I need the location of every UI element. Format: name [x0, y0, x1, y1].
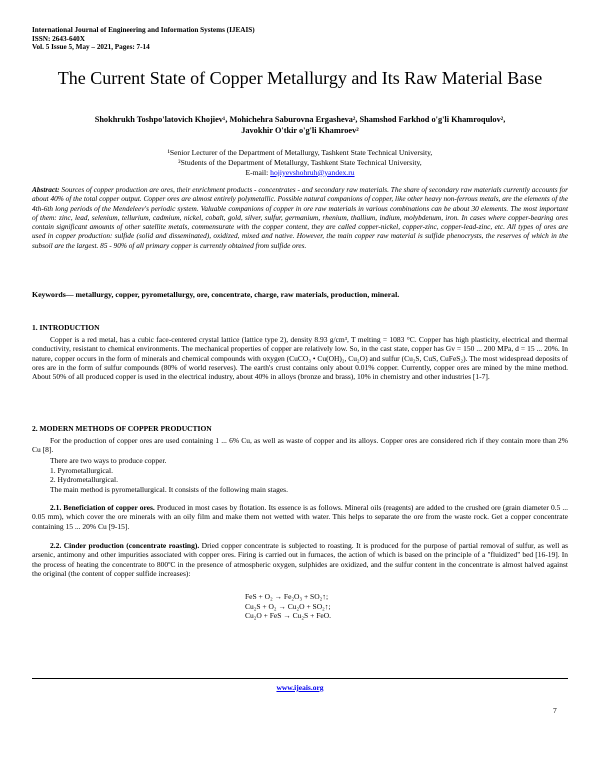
- ways-list: [50, 456, 288, 494]
- abstract-label: Abstract:: [32, 185, 60, 194]
- cinder-text: Dried copper concentrate is subjected to roasting. It is produced for the purpose of partial removal of sulfur, as well as arsenic, antimony and other impurities associated with copper ores. Firing is carried out in furnaces, the action of which is based on the principle of a "fluidized" bed [16-19]. In the process of heating the concentrate to 800ºC in the presence of atmospheric oxygen, sulphides are oxidized, and the sulfur content in the concentrate is almost halved against the original (the content of copper sulfide increases):: [32, 541, 568, 579]
- footer-divider: [32, 678, 568, 679]
- email-line: [40, 168, 560, 178]
- equation: FeS + O₂ → Fe₂O₃ + SO₂↑;: [245, 592, 329, 601]
- journal-volume: Vol. 5 Issue 5, May – 2021, Pages: 7-14: [32, 43, 150, 52]
- beneficiation-paragraph: [32, 503, 568, 531]
- equation: Cu₂O + FeS → Cu₂S + FeO.: [245, 611, 331, 620]
- section-heading-methods: 2. MODERN METHODS OF COPPER PRODUCTION: [32, 424, 212, 433]
- page-number: 7: [553, 706, 557, 715]
- introduction-text: Copper is a red metal, has a cubic face-centered crystal lattice (lattice type 2), density 8.93 g/cm³, T melting = 1083 °C. Copper has high plasticity, electrical and thermal conductivity, resistant to chemical environments. The mechanical properties of copper are relatively low. So, in the cast state, copper has Gv = 150 ... 200 MPa, d = 15 ... 20%. In nature, copper occurs in the form of minerals and chemical compounds with oxygen (CuCO₃ • Cu(OH)₂, Cu₂O) and sulfur (Cu₂S, CuS, CuFeS₂). The most widespread deposits of ores are in the form of sulfur compounds (80% of world reserves). The earth's crust contains only about 0.01% copper. Currently, copper ores are mined by the mine method. About 50% of all produced copper is used in the electrical industry, about 40% in alloys (bronze and brass), 10% in chemistry and other industries [1-7].: [32, 335, 568, 382]
- methods-text: For the production of copper ores are used containing 1 ... 6% Cu, as well as waste of copper and its alloys. Copper ores are considered rich if they contain more than 2% Cu [8].: [32, 436, 568, 455]
- abstract-text: Sources of copper production are ores, their enrichment products - concentrates - and secondary raw materials. The share of secondary raw materials currently accounts for about 40% of the total copper output. Copper ores are almost entirely polymetallic. Possible natural companions of copper, like other heavy non-ferrous metals, are the elements of the 4th-6th long periods of the Mendeleev's periodic system. Valuable companions of copper in ore raw materials in various combinations can be about 30 elements. The most important of them: zinc, lead, selenium, tellurium, cadmium, nickel, cobalt, gold, silver, sulfur, germanium, rhenium, thallium, indium, molybdenum, iron. In cases where copper-bearing ores contain significant amounts of other satellite metals, commensurate with the copper content, they are called copper-nickel, copper-zinc, copper-lead-zinc, etc. All types of ores are used in copper production: sulfide (solid and disseminated), oxidized, mixed and native. However, the main copper raw material is sulfide phenocrysts, the reserves of which in the subsoil are the largest. 85 - 90% of all primary copper is currently obtained from sulfide ores.: [32, 185, 568, 250]
- equation: Cu₂S + O₂ → Cu₂O + SO₂↑;: [245, 601, 331, 611]
- cinder-title: 2.2. Cinder production (concentrate roasting).: [50, 541, 200, 550]
- cinder-paragraph: [32, 541, 568, 578]
- affiliations: [40, 148, 560, 177]
- footer: [0, 683, 600, 692]
- section-heading-introduction: 1. INTRODUCTION: [32, 323, 100, 332]
- keywords: Keywords— metallurgy, copper, pyrometallurgy, ore, concentrate, charge, raw materials, production, mineral.: [32, 290, 400, 299]
- reaction-equations: [245, 592, 331, 621]
- list-item: 2. Hydrometallurgical.: [50, 475, 118, 484]
- journal-header: [32, 26, 255, 52]
- paper-title: The Current State of Copper Metallurgy and Its Raw Material Base: [57, 68, 543, 88]
- email-link[interactable]: hojiyevshohruh@yandex.ru: [270, 167, 355, 177]
- authors-line-1: Shokhrukh Toshpo'latovich Khojiev¹, Mohichehra Saburovna Ergasheva², Shamshod Farkhod o'g'li Khamroqulov²,: [94, 115, 506, 124]
- journal-name: International Journal of Engineering and Information Systems (IJEAIS): [32, 26, 255, 34]
- journal-website-link[interactable]: www.ijeais.org: [276, 683, 324, 692]
- methods-paragraph: [32, 436, 568, 455]
- affiliation-1: ¹Senior Lecturer of the Department of Metallurgy, Tashkent State Technical University,: [167, 148, 433, 157]
- email-label: E-mail:: [245, 167, 271, 177]
- journal-issn: ISSN: 2643-640X: [32, 34, 85, 43]
- author-list: [40, 114, 560, 136]
- affiliation-2: ²Students of the Department of Metallurgy, Tashkent State Technical University,: [178, 157, 422, 167]
- abstract: [32, 185, 568, 250]
- list-item: 1. Pyrometallurgical.: [50, 465, 113, 475]
- authors-line-2: Javokhir O'tkir o'g'li Khamroev²: [241, 126, 359, 135]
- introduction-paragraph: [32, 335, 568, 382]
- beneficiation-title: 2.1. Beneficiation of copper ores.: [50, 503, 155, 512]
- beneficiation-text: Produced in most cases by flotation. Its essence is as follows. Mineral oils (reagents) are added to the crushed ore (grain diameter 0.5 ... 0.05 mm), which cover the ore minerals with an oily film and make them not wetted with water. This helps to separate the ore from the waste rock. Get a copper concentrate containing 15 ... 20% Cu [9-15].: [32, 503, 568, 531]
- ways-intro: There are two ways to produce copper.: [50, 456, 167, 465]
- main-method-text: The main method is pyrometallurgical. It consists of the following main stages.: [50, 484, 288, 494]
